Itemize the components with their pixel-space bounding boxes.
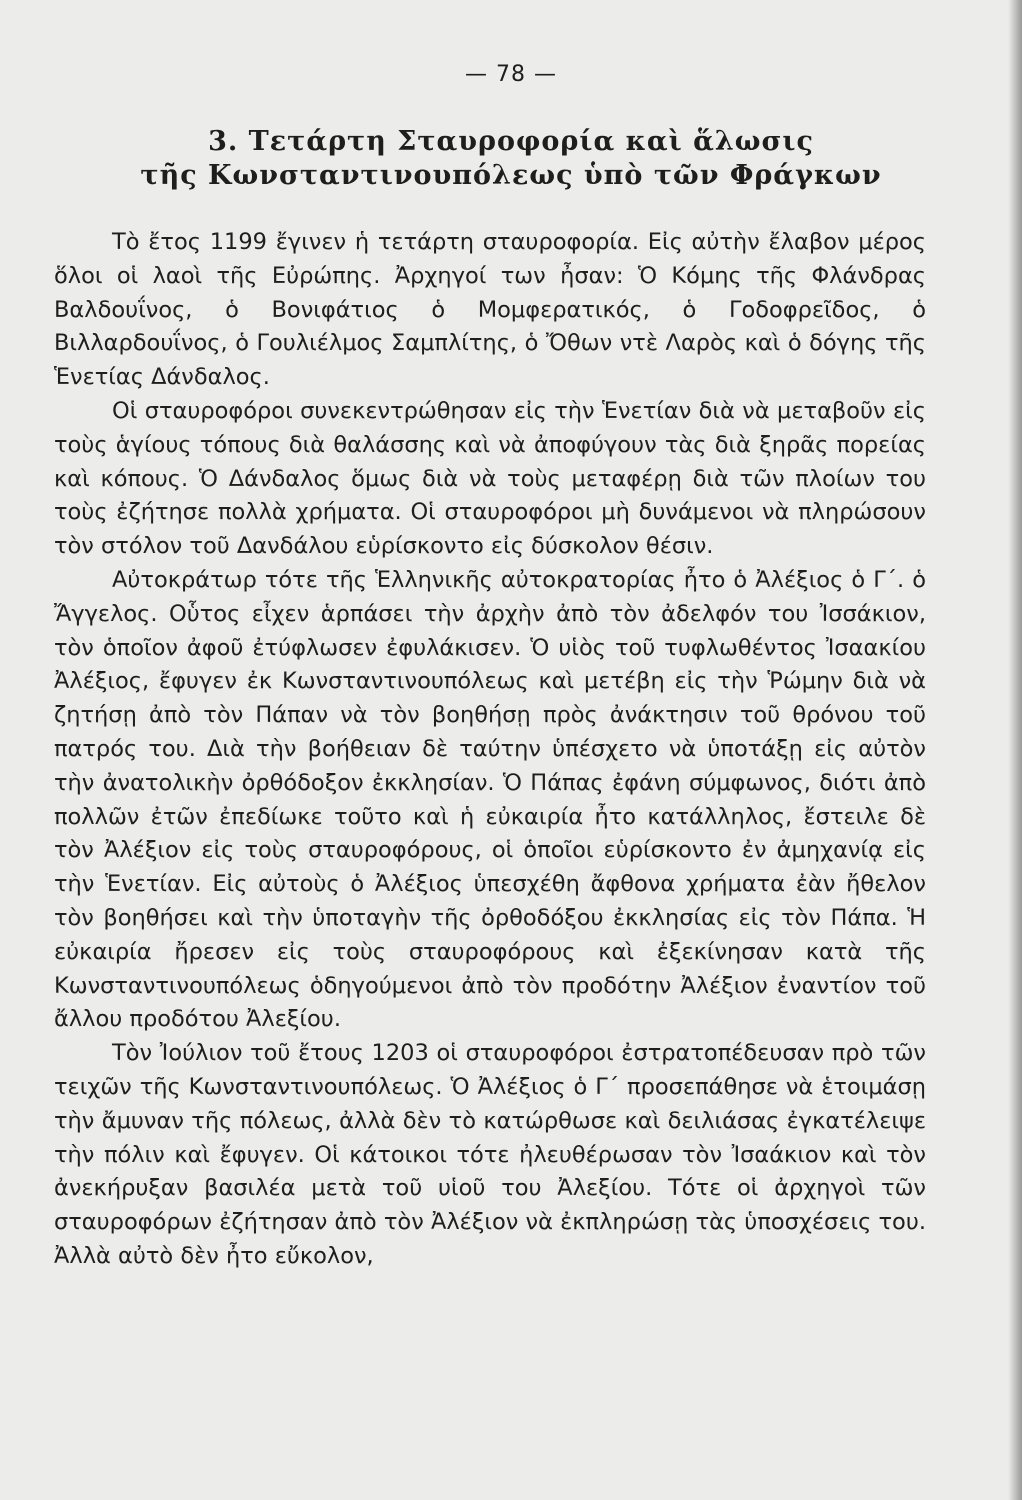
paragraph-4: Τὸν Ἰούλιον τοῦ ἔτους 1203 οἱ σταυροφόροι ἐστρατοπέδευσαν πρὸ τῶν τειχῶν τῆς Κωνσταντινουπόλεως. Ὁ Ἀλέξιος ὁ Γ΄ προσεπάθησε νὰ ἑτοιμάσῃ τὴν ἄμυναν τῆς πόλεως, ἀλλὰ δὲν τὸ κατώρθωσε καὶ δειλιάσας ἐγκατέλειψε τὴν πόλιν καὶ ἔφυγεν. Οἱ κάτοικοι τότε ἠλευθέρωσαν τὸν Ἰσαάκιον καὶ τὸν ἀνεκήρυξαν βασιλέα μετὰ τοῦ υἱοῦ του Ἀλεξίου. Τότε οἱ ἀρχηγοὶ τῶν σταυροφόρων ἐζήτησαν ἀπὸ τὸν Ἀλέξιον νὰ ἐκπληρώσῃ τὰς ὑποσχέσεις του. Ἀλλὰ αὐτὸ δὲν ἦτο εὔκολον,	[54, 1040, 926, 1269]
body-text	[54, 226, 926, 1274]
chapter-heading-line-2: τῆς Κωνσταντινουπόλεως ὑπὸ τῶν Φράγκων	[140, 160, 882, 191]
paragraph-1: Τὸ ἔτος 1199 ἔγινεν ἡ τετάρτη σταυροφορία. Εἰς αὐτὴν ἔλαβον μέρος ὅλοι οἱ λαοὶ τῆς Εὐρώπης. Ἀρχηγοί των ἦσαν: Ὁ Κόμης τῆς Φλάνδρας Βαλδουΐνος, ὁ Βονιφάτιος ὁ Μομφερατικός, ὁ Γοδοφρεῖδος, ὁ Βιλλαρδουΐνος, ὁ Γουλιέλμος Σαμπλίτης, ὁ Ὄθων ντὲ Λαρὸς καὶ ὁ δόγης τῆς Ἑνετίας Δάνδαλος.	[54, 229, 926, 391]
paragraph-2: Οἱ σταυροφόροι συνεκεντρώθησαν εἰς τὴν Ἑνετίαν διὰ νὰ μεταβοῦν εἰς τοὺς ἁγίους τόπους διὰ θαλάσσης καὶ νὰ ἀποφύγουν τὰς διὰ ξηρᾶς πορείας καὶ κόπους. Ὁ Δάνδαλος ὅμως διὰ νὰ τοὺς μεταφέρῃ διὰ τῶν πλοίων του τοὺς ἐζήτησε πολλὰ χρήματα. Οἱ σταυροφόροι μὴ δυνάμενοι νὰ πληρώσουν τὸν στόλον τοῦ Δανδάλου εὑρίσκοντο εἰς δύσκολον θέσιν.	[54, 397, 926, 560]
chapter-heading-line-1: 3. Τετάρτη Σταυροφορία καὶ ἅλωσις	[208, 126, 814, 157]
paragraph-3: Αὐτοκράτωρ τότε τῆς Ἑλληνικῆς αὐτοκρατορίας ἦτο ὁ Ἀλέξιος ὁ Γ΄. ὁ Ἄγγελος. Οὗτος εἶχεν ἁρπάσει τὴν ἀρχὴν ἀπὸ τὸν ἀδελφόν του Ἰσσάκιον, τὸν ὁποῖον ἀφοῦ ἐτύφλωσεν ἐφυλάκισεν. Ὁ υἱὸς τοῦ τυφλωθέντος Ἰσαακίου Ἀλέξιος, ἔφυγεν ἐκ Κωνσταντινουπόλεως καὶ μετέβη εἰς τὴν Ῥώμην διὰ νὰ ζητήσῃ ἀπὸ τὸν Πάπαν νὰ τὸν βοηθήσῃ πρὸς ἀνάκτησιν τοῦ θρόνου τοῦ πατρός του. Διὰ τὴν βοήθειαν δὲ ταύτην ὑπέσχετο νὰ ὑποτάξῃ εἰς αὐτὸν τὴν ἀνατολικὴν ὀρθόδοξον ἐκκλησίαν. Ὁ Πάπας ἐφάνη σύμφωνος, διότι ἀπὸ πολλῶν ἐτῶν ἐπεδίωκε τοῦτο καὶ ἡ εὐκαιρία ἦτο κατάλληλος, ἔστειλε δὲ τὸν Ἀλέξιον εἰς τοὺς σταυροφόρους, οἱ ὁποῖοι εὑρίσκοντο ἐν ἀμηχανίᾳ εἰς τὴν Ἑνετίαν. Εἰς αὐτοὺς ὁ Ἀλέξιος ὑπεσχέθη ἄφθονα χρήματα ἐὰν ἤθελον τὸν βοηθήσει καὶ τὴν ὑποταγὴν τῆς ὀρθοδόξου ἐκκλησίας εἰς τὸν Πάπα. Ἡ εὐκαιρία ἤρεσεν εἰς τοὺς σταυροφόρους καὶ ἐξεκίνησαν κατὰ τῆς Κωνσταντινουπόλεως ὁδηγούμενοι ἀπὸ τὸν προδότην Ἀλέξιον ἐναντίον τοῦ ἄλλου προδότου Ἀλεξίου.	[54, 566, 926, 1033]
page-number: — 78 —	[465, 62, 557, 87]
page-edge-shadow	[1008, 0, 1022, 1500]
